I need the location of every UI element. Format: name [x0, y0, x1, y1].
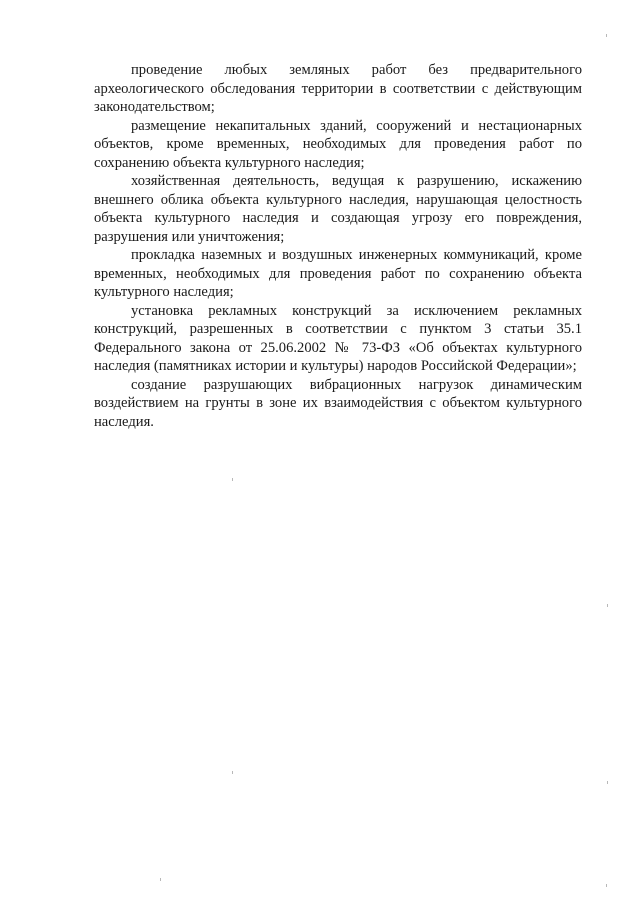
paragraph-utilities: прокладка наземных и воздушных инженерных коммуникаций, кроме временных, необходимых для проведения работ по сохранению объекта культурного наследия;	[94, 247, 582, 300]
paragraph-vibration: создание разрушающих вибрационных нагрузок динамическим воздействием на грунты в зоне их взаимодействия с объектом культурного наследия.	[94, 376, 582, 430]
scan-speck	[160, 878, 161, 881]
paragraph-advertising: установка рекламных конструкций за исключением рекламных конструкций, разрешенных в соответствии с пунктом 3 статьи 35.1 Федерального закона от 25.06.2002 № 73-ФЗ «Об объектах культурного наследия (памятниках истории и культуры) народов Российской Федерации»;	[94, 302, 582, 374]
paragraph-temporary-structures: размещение некапитальных зданий, сооружений и нестационарных объектов, кроме временных, необходимых для проведения работ по сохранению объекта культурного наследия;	[94, 117, 582, 171]
paragraph-economic-activity: хозяйственная деятельность, ведущая к разрушению, искажению внешнего облика объекта культурного наследия, нарушающая целостность объекта культурного наследия и создающая угрозу его повреждения, разрушения или уничтожения;	[94, 173, 582, 245]
scan-speck	[606, 34, 607, 37]
scan-speck	[232, 771, 233, 774]
scan-speck	[232, 478, 233, 481]
restrictions-list	[94, 61, 582, 431]
paragraph-earthworks: проведение любых земляных работ без предварительного археологического обследования территории в соответствии с действующим законодательством;	[94, 62, 582, 115]
scan-speck	[607, 781, 608, 784]
scan-speck	[606, 884, 607, 887]
scan-speck	[607, 604, 608, 607]
